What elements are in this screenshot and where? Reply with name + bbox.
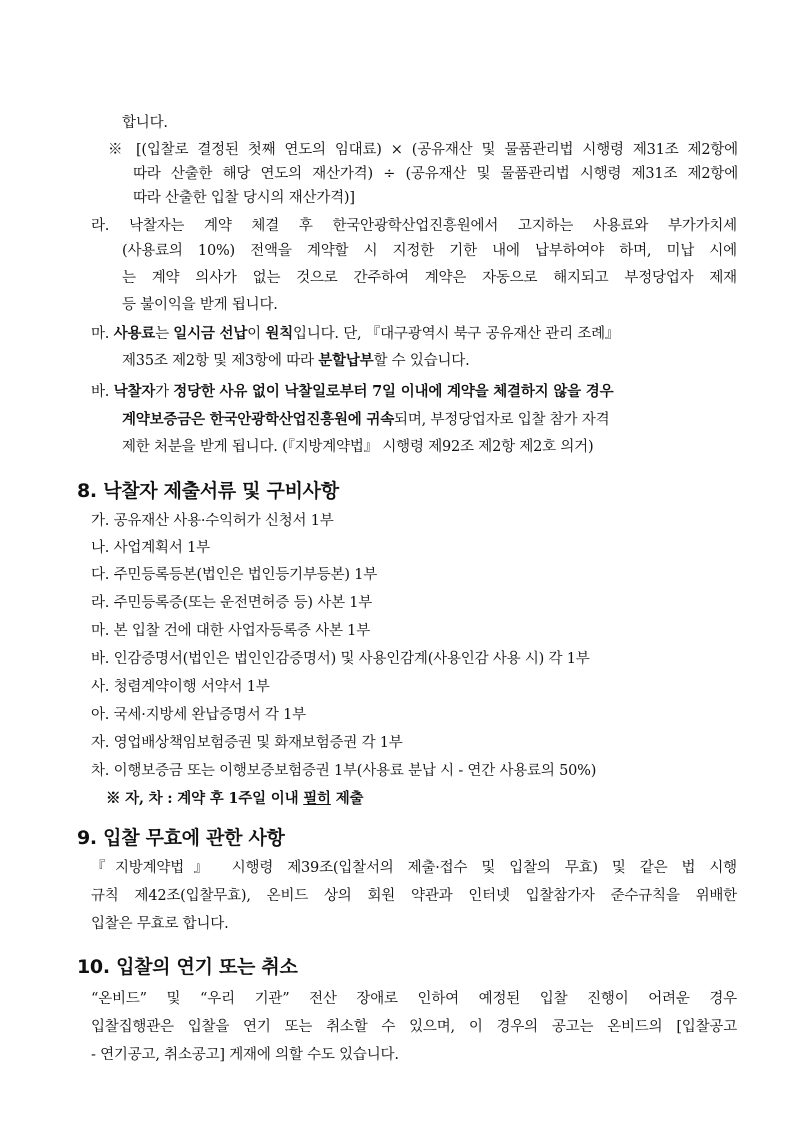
item-ra-line: 라. 낙찰자는 계약 체결 후 한국안광학산업진흥원에서 고지하는 사용료와 부가가치세: [91, 218, 737, 234]
list-item: 바. 인감증명서(법인은 법인인감증명서) 및 사용인감계(사용인감 사용 시) 각 1부: [91, 651, 590, 667]
item-ba-bold: 정당한 사유 없이 낙찰일로부터 7일 이내에 계약을 체결하지 않을 경우: [173, 383, 614, 400]
item-ma-text: 이: [247, 326, 266, 342]
item-ba-prefix: 바.: [91, 384, 114, 400]
item-ma-line: [91, 324, 737, 344]
formula-note-line: 따라 산출한 입찰 당시의 재산가격)]: [133, 190, 355, 206]
item-ba-text: 되며, 부정당업자로 입찰 참가 자격: [394, 412, 610, 428]
item-ma-bold: 사용료: [113, 325, 156, 342]
item-ma-text: 할 수 있습니다.: [373, 353, 470, 369]
section-9-heading: 9. 입찰 무효에 관한 사항: [77, 827, 285, 849]
item-ba-bold: 계약보증금은 한국안광학산업진흥원에 귀속: [122, 411, 395, 428]
list-item: 사. 청렴계약이행 서약서 1부: [91, 679, 270, 695]
item-ba-line: [91, 382, 613, 402]
item-ra-line: 등 불이익을 받게 됩니다.: [122, 297, 278, 313]
item-ma-prefix: 마.: [91, 326, 114, 342]
item-ba-bold: 낙찰자: [113, 383, 156, 400]
continuation-line: 합니다.: [122, 115, 168, 131]
item-ma-bold: 일시금 선납: [173, 325, 248, 342]
formula-note-line: 따라 산출한 해당 연도의 재산가격) ÷ (공유재산 및 물품관리법 시행령 제31조 제2항에: [133, 166, 738, 182]
item-ba-line: [122, 410, 609, 430]
submission-note: [106, 789, 363, 809]
list-item: 차. 이행보증금 또는 이행보증보험증권 1부(사용료 분납 시 - 연간 사용료의 50%): [91, 763, 597, 779]
section-8-heading: 8. 낙찰자 제출서류 및 구비사항: [77, 480, 339, 502]
item-ra-line: (사용료의 10%) 전액을 계약할 시 지정한 기한 내에 납부하여야 하며, 미납 시에: [122, 243, 737, 259]
item-ma-text: 입니다. 단, 『대구광역시 북구 공유재산 관리 조례』: [293, 326, 620, 342]
submission-note-emphasis: 필히: [303, 790, 331, 807]
item-ba-text: 가: [155, 384, 174, 400]
item-ma-bold: 원칙: [265, 325, 294, 342]
list-item: 나. 사업계획서 1부: [91, 540, 210, 556]
submission-note-text: ※ 자, 차 : 계약 후 1주일 이내: [106, 790, 304, 807]
submission-note-text: 제출: [330, 790, 364, 807]
section-10-paragraph-line: - 연기공고, 취소공고] 게재에 의할 수도 있습니다.: [91, 1047, 399, 1063]
item-ma-bold: 분할납부: [318, 352, 374, 369]
section-10-heading: 10. 입찰의 연기 또는 취소: [77, 956, 298, 978]
section-9-paragraph-line: 규칙 제42조(입찰무효), 온비드 상의 회원 약관과 인터넷 입찰참가자 준수규칙을 위배한: [91, 888, 737, 904]
section-9-paragraph-line: 입찰은 무효로 합니다.: [91, 916, 229, 932]
item-ma-line: [122, 351, 470, 371]
formula-note-line: ※ [(입찰로 결정된 첫째 연도의 임대료) × (공유재산 및 물품관리법 시행령 제31조 제2항에: [108, 142, 738, 158]
list-item: 마. 본 입찰 건에 대한 사업자등록증 사본 1부: [91, 623, 371, 639]
item-ma-text: 제35조 제2항 및 제3항에 따라: [122, 353, 319, 369]
list-item: 아. 국세·지방세 완납증명서 각 1부: [91, 707, 306, 723]
item-ra-line: 는 계약 의사가 없는 것으로 간주하여 계약은 자동으로 해지되고 부정당업자 제재: [122, 270, 737, 286]
list-item: 자. 영업배상책임보험증권 및 화재보험증권 각 1부: [91, 735, 403, 751]
list-item: 가. 공유재산 사용·수익허가 신청서 1부: [91, 513, 334, 529]
list-item: 라. 주민등록증(또는 운전면허증 등) 사본 1부: [91, 595, 373, 611]
section-9-paragraph-line: 『지방계약법』 시행령 제39조(입찰서의 제출·접수 및 입찰의 무효) 및 같은 법 시행: [91, 860, 737, 876]
section-10-paragraph-line: “온비드” 및 “우리 기관” 전산 장애로 인하여 예정된 입찰 진행이 어려운 경우: [91, 991, 737, 1007]
item-ma-text: 는: [155, 326, 174, 342]
list-item: 다. 주민등록등본(법인은 법인등기부등본) 1부: [91, 567, 378, 583]
section-10-paragraph-line: 입찰집행관은 입찰을 연기 또는 취소할 수 있으며, 이 경우의 공고는 온비드의 [입찰공고: [91, 1019, 737, 1035]
item-ba-line: 제한 처분을 받게 됩니다. (『지방계약법』 시행령 제92조 제2항 제2호 의거): [122, 439, 594, 455]
